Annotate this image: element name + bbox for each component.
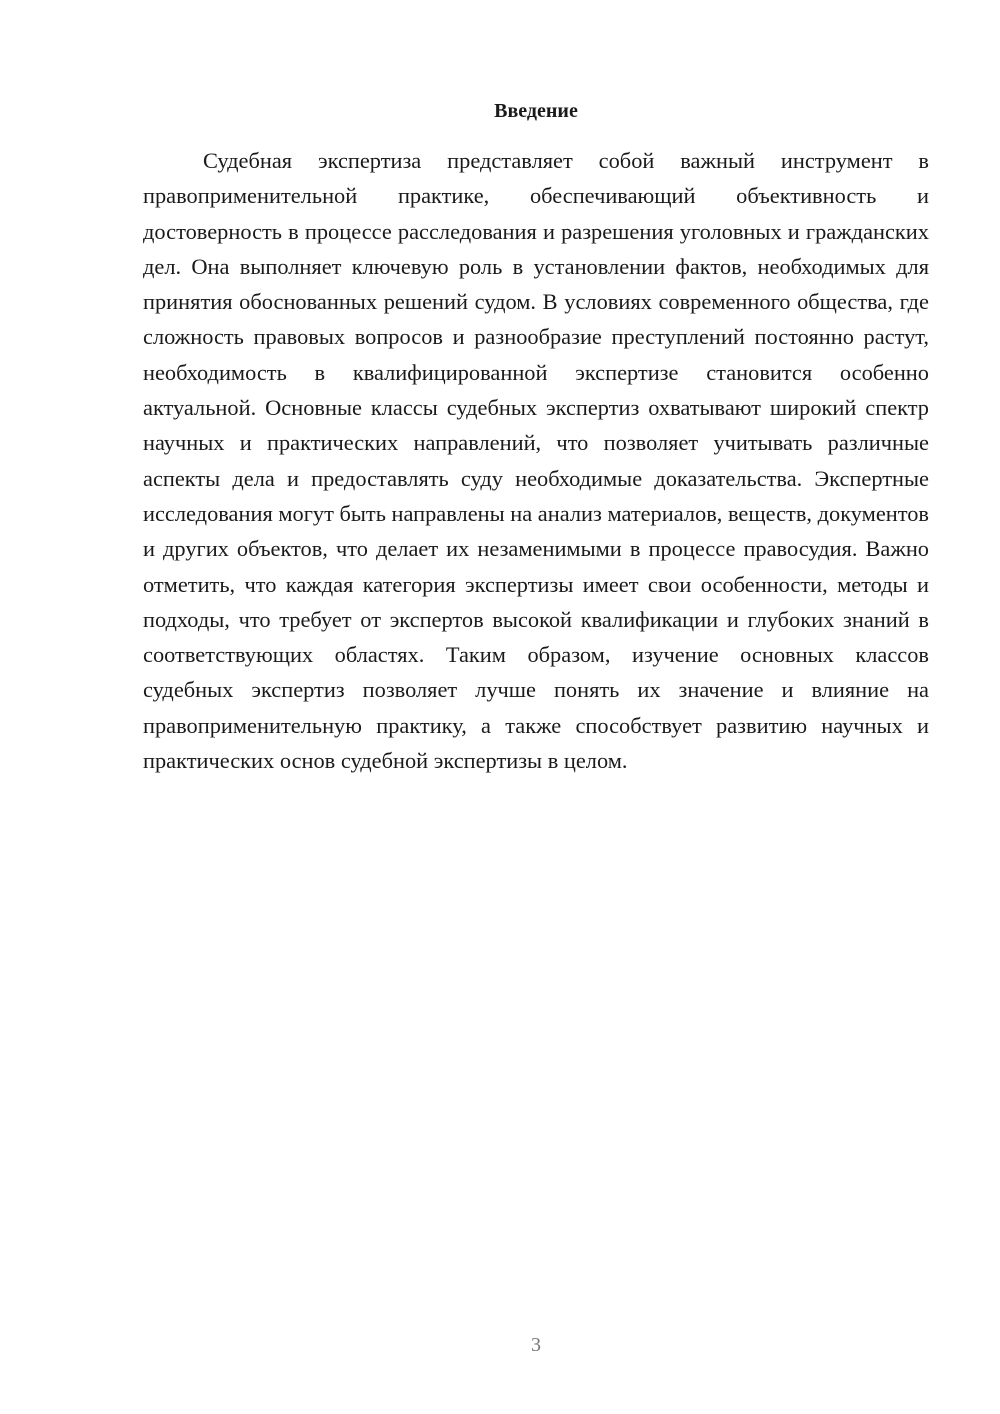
section-title: Введение — [494, 100, 578, 122]
page-number: 3 — [531, 1334, 541, 1356]
body-paragraph: Судебная экспертиза представляет собой важный инструмент в правоприменительной практике, обеспечивающий объективность и достоверность в процессе расследования и разрешения уголовных и гражданских дел. Она выполняет ключевую роль в установлении фактов, необходимых для принятия обоснованных решений судом. В условиях современного общества, где сложность правовых вопросов и разнообразие преступлений постоянно растут, необходимость в квалифицированной экспертизе становится особенно актуальной. Основные классы судебных экспертиз охватывают широкий спектр научных и практических направлений, что позволяет учитывать различные аспекты дела и предоставлять суду необходимые доказательства. Экспертные исследования могут быть направлены на анализ материалов, веществ, документов и других объектов, что делает их незаменимыми в процессе правосудия. Важно отметить, что каждая категория экспертизы имеет свои особенности, методы и подходы, что требует от экспертов высокой квалификации и глубоких знаний в соответствующих областях. Таким образом, изучение основных классов судебных экспертиз позволяет лучше понять их значение и влияние на правоприменительную практику, а также способствует развитию научных и практических основ судебной экспертизы в целом. — [143, 148, 929, 774]
